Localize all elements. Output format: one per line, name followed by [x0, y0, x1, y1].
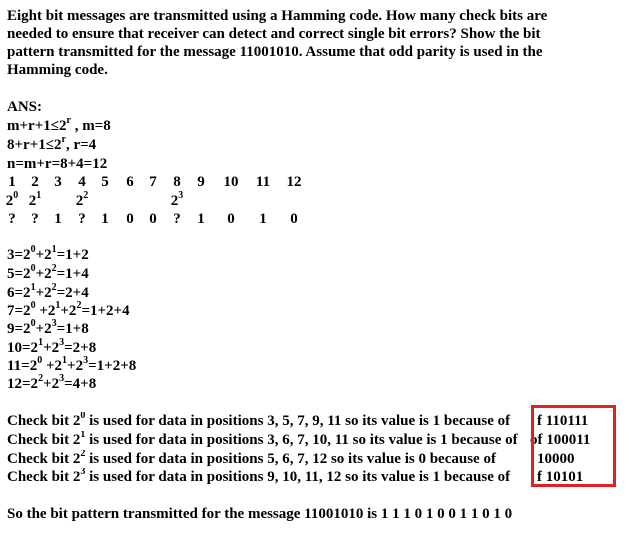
bit-cell: 1	[197, 211, 205, 227]
decomp-line: $7=2^0 +2^1+2^2=1+2+4$	[7, 300, 130, 319]
position-cell: 11	[255, 174, 271, 190]
decomp-line: $11=2^0 +2^1+2^3=1+2+8$	[7, 355, 137, 374]
bit-cell: ?	[173, 211, 181, 227]
position-cell: 5	[101, 174, 109, 190]
decomp-line: $12=2^2+2^3=4+8$	[7, 373, 97, 392]
decomp-line: $3=2^0+2^1=1+2$	[7, 244, 89, 263]
check-line: Check bit $2^0$ is used for data in positions 3, 5, 7, 9, 11 so its value is 1 because of	[7, 412, 511, 429]
question-line-4: Hamming code.	[7, 62, 108, 78]
position-cell: 1	[8, 174, 16, 190]
power-cell: $2^1$	[28, 190, 42, 209]
power-cell: $2^3$	[170, 190, 184, 209]
question-line-3: pattern transmitted for the message 11001010. Assume that odd parity is used in the	[7, 44, 543, 60]
check-result: 10000	[537, 451, 575, 467]
question-line-1: Eight bit messages are transmitted using a Hamming code. How many check bits are	[7, 8, 548, 24]
check-line: Check bit $2^3$ is used for data in positions 9, 10, 11, 12 so its value is 1 because of	[7, 468, 511, 485]
position-cell: 7	[149, 174, 157, 190]
bit-cell: 1	[259, 211, 267, 227]
bit-cell: 1	[54, 211, 62, 227]
bit-cell: ?	[31, 211, 39, 227]
position-cell: 6	[126, 174, 134, 190]
check-result: f 110111	[537, 413, 589, 429]
position-cell: 8	[173, 174, 181, 190]
check-result: f 10101	[537, 469, 584, 485]
decomp-line: $9=2^0+2^3=1+8$	[7, 318, 89, 337]
position-cell: 3	[54, 174, 62, 190]
bit-cell: ?	[78, 211, 86, 227]
answer-heading: ANS:	[7, 99, 43, 115]
check-line: Check bit $2^1$ is used for data in positions 3, 6, 7, 10, 11 so its value is 1 because of	[7, 431, 518, 448]
check-result: of 100011	[530, 432, 591, 448]
position-cell: 10	[223, 174, 239, 190]
position-cell: 4	[78, 174, 86, 190]
bit-cell: 0	[227, 211, 235, 227]
formula-1: $m+r+1\le 2^r$ , m=8	[7, 115, 111, 134]
bit-cell: 0	[290, 211, 298, 227]
power-cell: $2^0$	[5, 190, 19, 209]
conclusion: So the bit pattern transmitted for the message 11001010 is 1 1 1 0 1 0 0 1 1 0 1 0	[7, 506, 513, 522]
bit-cell: 1	[101, 211, 109, 227]
decomp-line: $10=2^1+2^3=2+8$	[7, 337, 97, 356]
decomp-line: $6=2^1+2^2=2+4$	[7, 282, 89, 301]
bit-cell: 0	[126, 211, 134, 227]
formula-2: $8+r+1\le 2^r$, r=4	[7, 134, 97, 153]
question-line-2: needed to ensure that receiver can detect and correct single bit errors? Show the bit	[7, 26, 541, 42]
decomp-line: $5=2^0+2^2=1+4$	[7, 263, 89, 282]
position-cell: 9	[197, 174, 205, 190]
position-cell: 2	[31, 174, 39, 190]
bit-cell: ?	[8, 211, 16, 227]
position-cell: 12	[286, 174, 302, 190]
bit-cell: 0	[149, 211, 157, 227]
power-cell: $2^2$	[75, 190, 89, 209]
highlight-box	[531, 405, 616, 487]
formula-3: n=m+r=8+4=12	[7, 156, 108, 172]
check-line: Check bit $2^2$ is used for data in positions 5, 6, 7, 12 so its value is 0 because of	[7, 450, 496, 467]
